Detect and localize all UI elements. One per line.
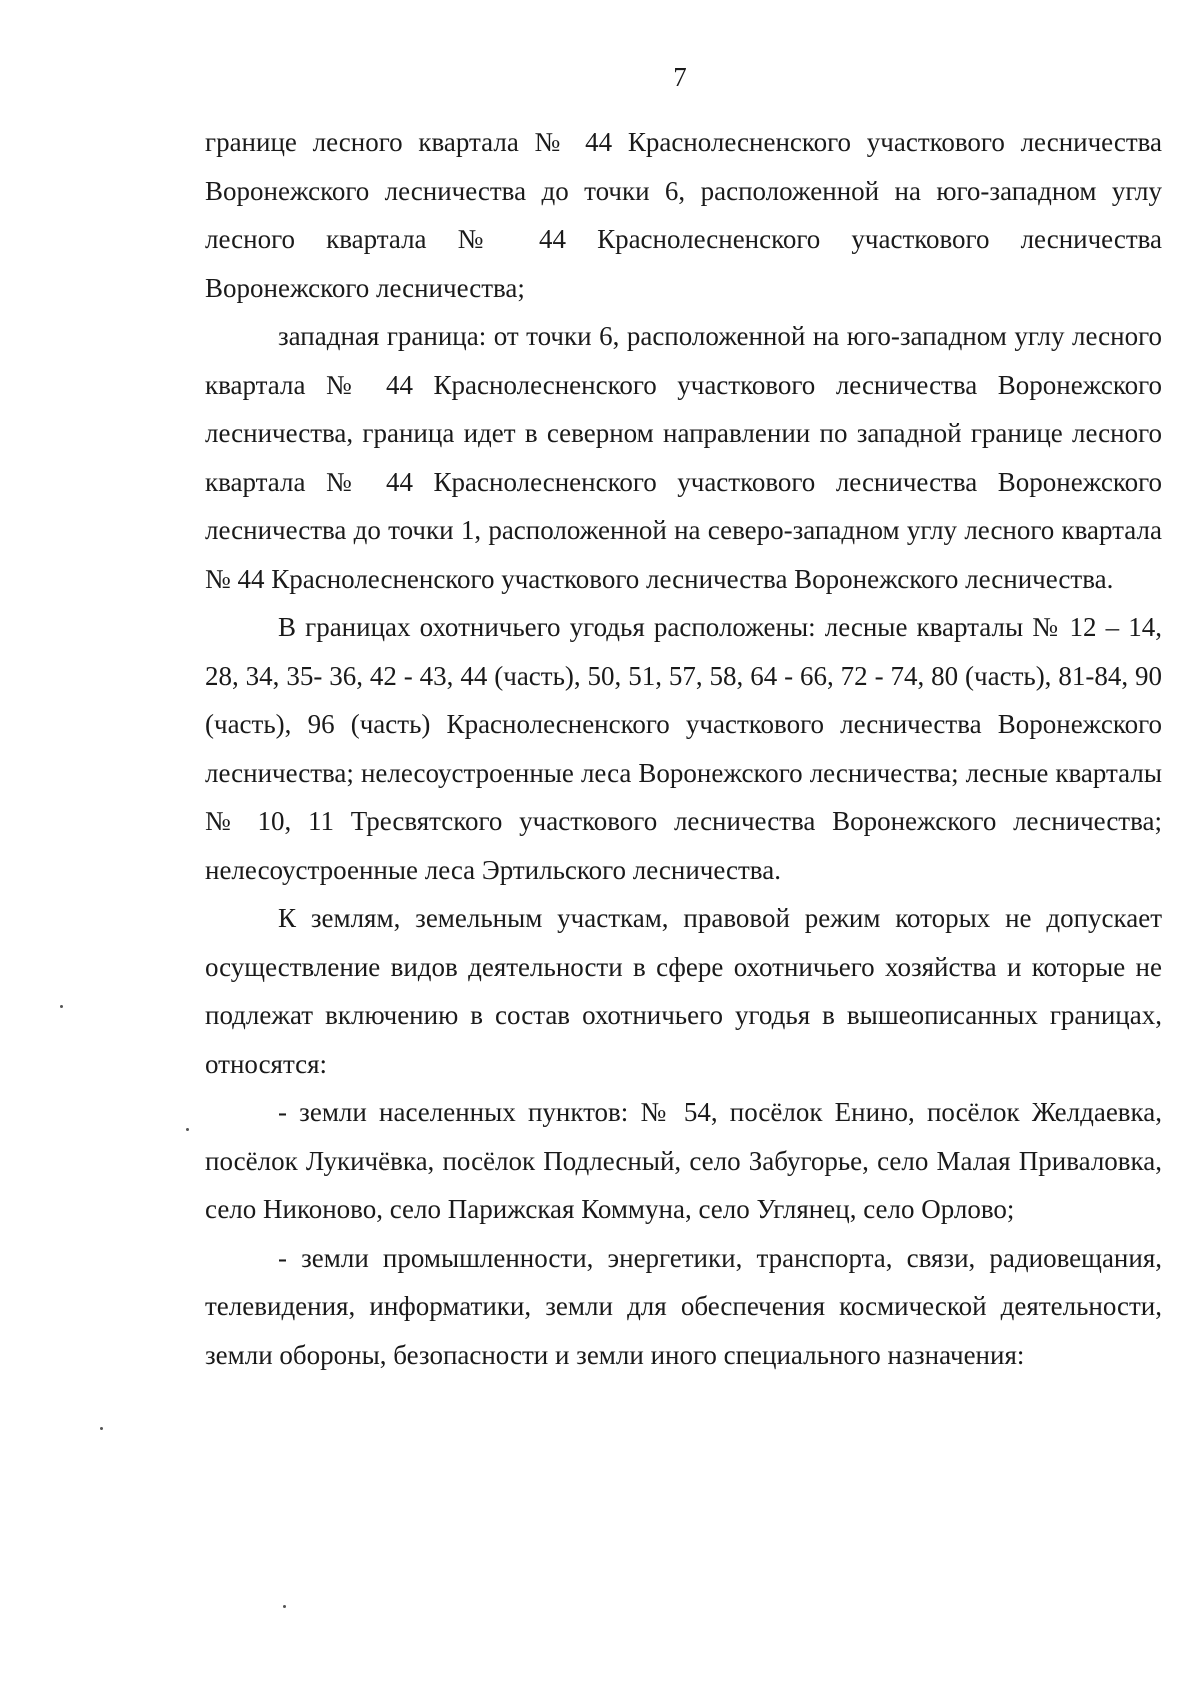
scan-speck <box>100 1427 103 1430</box>
paragraph-settlement-lands: - земли населенных пунктов: № 54, посёлок Енино, посёлок Желдаевка, посёлок Лукичёвка, посёлок Подлесный, село Забугорье, село Малая Приваловка, село Никоново, село Парижская Коммуна, село Углянец, село Орлово; <box>205 1097 1162 1224</box>
paragraph-western-boundary: западная граница: от точки 6, расположенной на юго-западном углу лесного квартала № 44 Краснолесненского участкового лесничества Воронежского лесничества, граница идет в северном направлении по западной границе лесного квартала № 44 Краснолесненского участкового лесничества Воронежского лесничества до точки 1, расположенной на северо-западном углу лесного квартала № 44 Краснолесненского участкового лесничества Воронежского лесничества. <box>205 321 1162 594</box>
document-body <box>205 118 1162 1379</box>
page-number: 7 <box>673 62 687 92</box>
scan-speck <box>186 1128 189 1131</box>
scan-speck <box>283 1605 286 1608</box>
paragraph-special-purpose-lands: - земли промышленности, энергетики, транспорта, связи, радиовещания, телевидения, информатики, земли для обеспечения космической деятельности, земли обороны, безопасности и земли иного специального назначения: <box>205 1242 1162 1370</box>
scan-speck <box>60 1005 63 1008</box>
paragraph-hunting-ground-quarters: В границах охотничьего угодья расположены: лесные кварталы № 12 – 14, 28, 34, 35- 36, 42 - 43, 44 (часть), 50, 51, 57, 58, 64 - 66, 72 - 74, 80 (часть), 81-84, 90 (часть), 96 (часть) Краснолесненского участкового лесничества Воронежского лесничества; нелесоустроенные леса Воронежского лесничества; лесные кварталы № 10, 11 Тресвятского участкового лесничества Воронежского лесничества; нелесоустроенные леса Эртильского лесничества. <box>205 612 1162 885</box>
paragraph-boundary-continuation: границе лесного квартала № 44 Краснолесненского участкового лесничества Воронежского лесничества до точки 6, расположенной на юго-западном углу лесного квартала № 44 Краснолесненского участкового лесничества Воронежского лесничества; <box>205 127 1162 303</box>
paragraph-excluded-lands-intro: К землям, земельным участкам, правовой режим которых не допускает осуществление видов деятельности в сфере охотничьего хозяйства и которые не подлежат включению в состав охотничьего угодья в вышеописанных границах, относятся: <box>205 903 1162 1079</box>
